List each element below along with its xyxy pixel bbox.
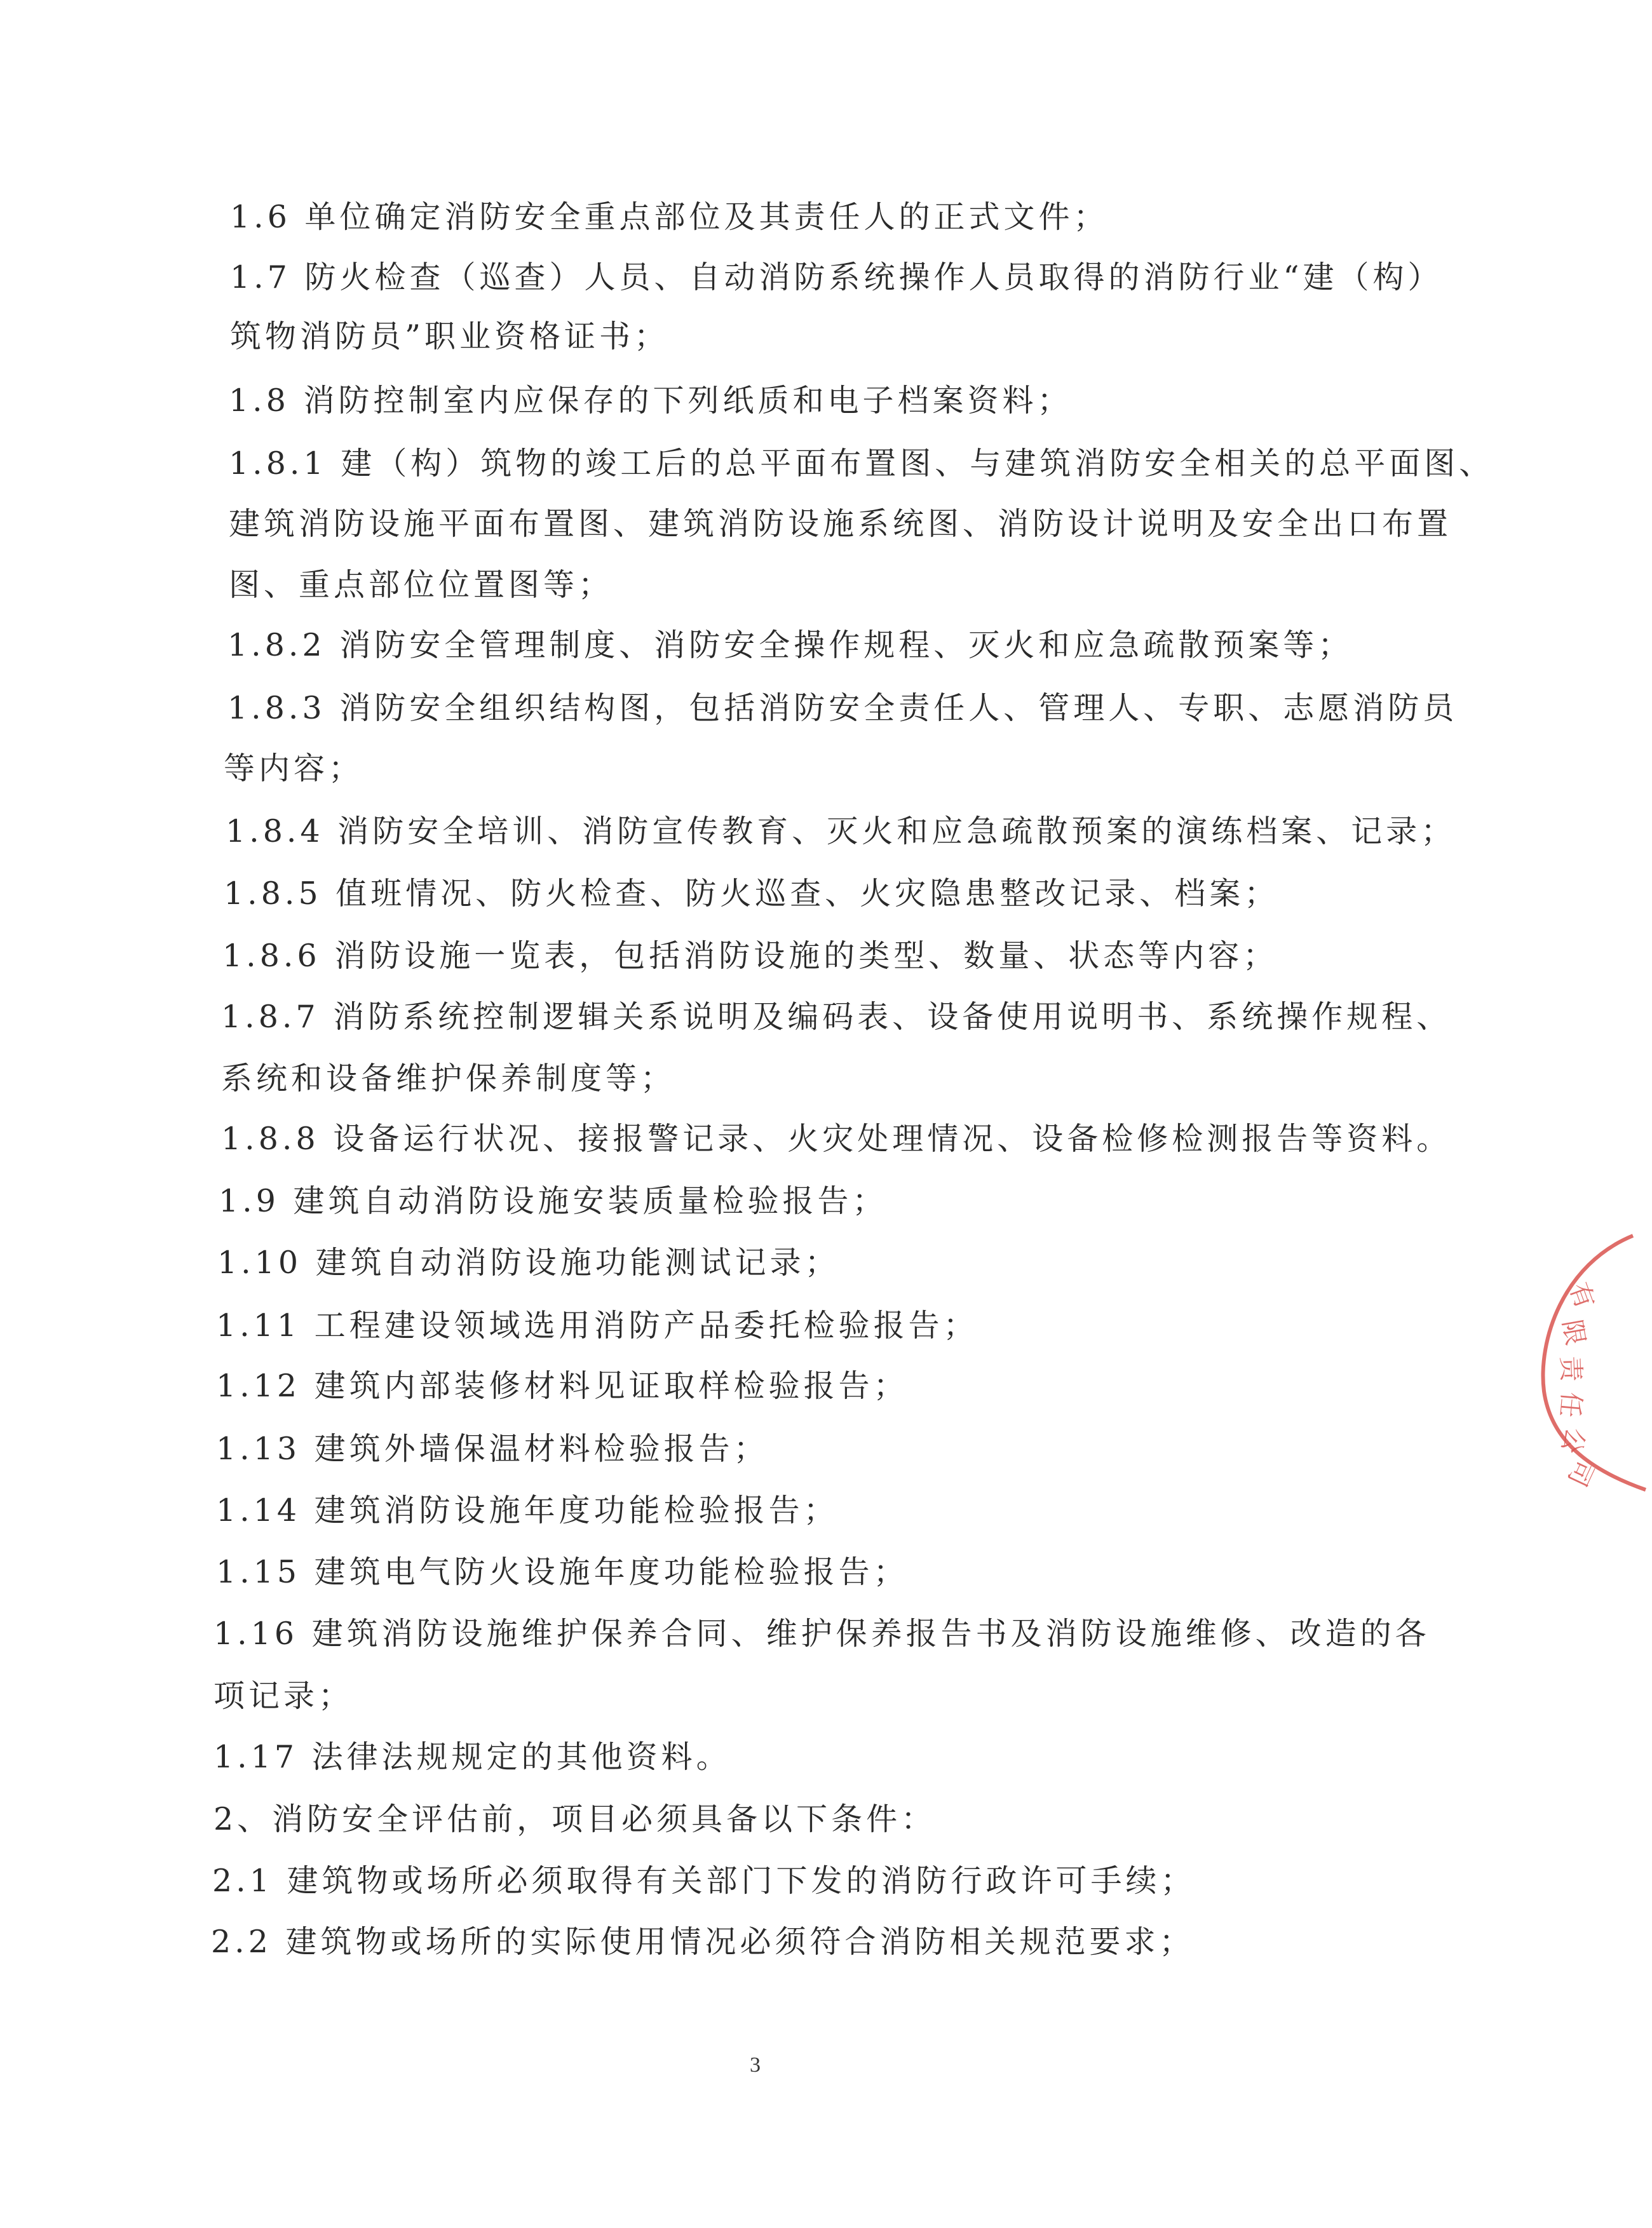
svg-text:责: 责 bbox=[1555, 1355, 1586, 1382]
text-line: 1.8.1 建（构）筑物的竣工后的总平面布置图、与建筑消防安全相关的总平面图、 bbox=[229, 445, 1494, 482]
text-line: 1.11 工程建设领域选用消防产品委托检验报告； bbox=[216, 1307, 978, 1344]
text-line: 2.1 建筑物或场所必须取得有关部门下发的消防行政许可手续； bbox=[212, 1863, 1196, 1899]
text-line: 等内容； bbox=[224, 750, 364, 787]
text-line: 1.16 建筑消防设施维护保养合同、维护保养报告书及消防设施维修、改造的各 bbox=[213, 1616, 1430, 1652]
text-line: 1.6 单位确定消防安全重点部位及其责任人的正式文件； bbox=[230, 199, 1109, 235]
text-line: 项记录； bbox=[213, 1678, 354, 1714]
text-line: 1.13 建筑外墙保温材料检验报告； bbox=[216, 1431, 769, 1467]
text-line: 1.8.4 消防安全培训、消防宣传教育、灭火和应急疏散预案的演练档案、记录； bbox=[226, 813, 1456, 849]
text-line: 1.8.7 消防系统控制逻辑关系说明及编码表、设备使用说明书、系统操作规程、 bbox=[221, 999, 1452, 1035]
svg-text:公: 公 bbox=[1555, 1424, 1590, 1457]
text-line: 1.14 建筑消防设施年度功能检验报告； bbox=[216, 1492, 839, 1529]
text-line: 筑物消防员”职业资格证书； bbox=[230, 318, 670, 354]
svg-text:司: 司 bbox=[1562, 1455, 1599, 1491]
text-line: 1.8.2 消防安全管理制度、消防安全操作规程、灭火和应急疏散预案等； bbox=[227, 627, 1353, 663]
text-line: 1.15 建筑电气防火设施年度功能检验报告； bbox=[216, 1554, 909, 1590]
text-line: 1.10 建筑自动消防设施功能测试记录； bbox=[217, 1245, 840, 1281]
text-line: 1.8.8 设备运行状况、接报警记录、火灾处理情况、设备检修检测报告等资料。 bbox=[221, 1121, 1452, 1157]
text-line: 1.8.6 消防设施一览表，包括消防设施的类型、数量、状态等内容； bbox=[222, 938, 1278, 974]
text-line: 1.8.5 值班情况、防火检查、防火巡查、火灾隐患整改记录、档案； bbox=[224, 875, 1280, 912]
text-line: 1.8.3 消防安全组织结构图，包括消防安全责任人、管理人、专职、志愿消防员 bbox=[227, 690, 1458, 726]
text-line: 建筑消防设施平面布置图、建筑消防设施系统图、消防设计说明及安全出口布置 bbox=[229, 506, 1452, 542]
text-line: 2、消防安全评估前，项目必须具备以下条件： bbox=[213, 1801, 937, 1837]
page-number: 3 bbox=[750, 2053, 761, 2077]
text-line: 1.8 消防控制室内应保存的下列纸质和电子档案资料； bbox=[229, 382, 1073, 419]
text-line: 1.17 法律法规规定的其他资料。 bbox=[213, 1739, 731, 1775]
text-line: 图、重点部位位置图等； bbox=[229, 567, 614, 603]
company-seal-stamp bbox=[1525, 1226, 1652, 1499]
svg-text:有: 有 bbox=[1563, 1278, 1600, 1313]
text-line: 2.2 建筑物或场所的实际使用情况必须符合消防相关规范要求； bbox=[211, 1924, 1195, 1960]
text-line: 1.7 防火检查（巡查）人员、自动消防系统操作人员取得的消防行业“建（构） bbox=[230, 259, 1443, 295]
svg-text:限: 限 bbox=[1557, 1317, 1590, 1348]
svg-text:任: 任 bbox=[1554, 1391, 1586, 1419]
text-line: 1.9 建筑自动消防设施安装质量检验报告； bbox=[219, 1183, 888, 1219]
text-line: 系统和设备维护保养制度等； bbox=[221, 1060, 676, 1097]
text-line: 1.12 建筑内部装修材料见证取样检验报告； bbox=[216, 1368, 909, 1404]
